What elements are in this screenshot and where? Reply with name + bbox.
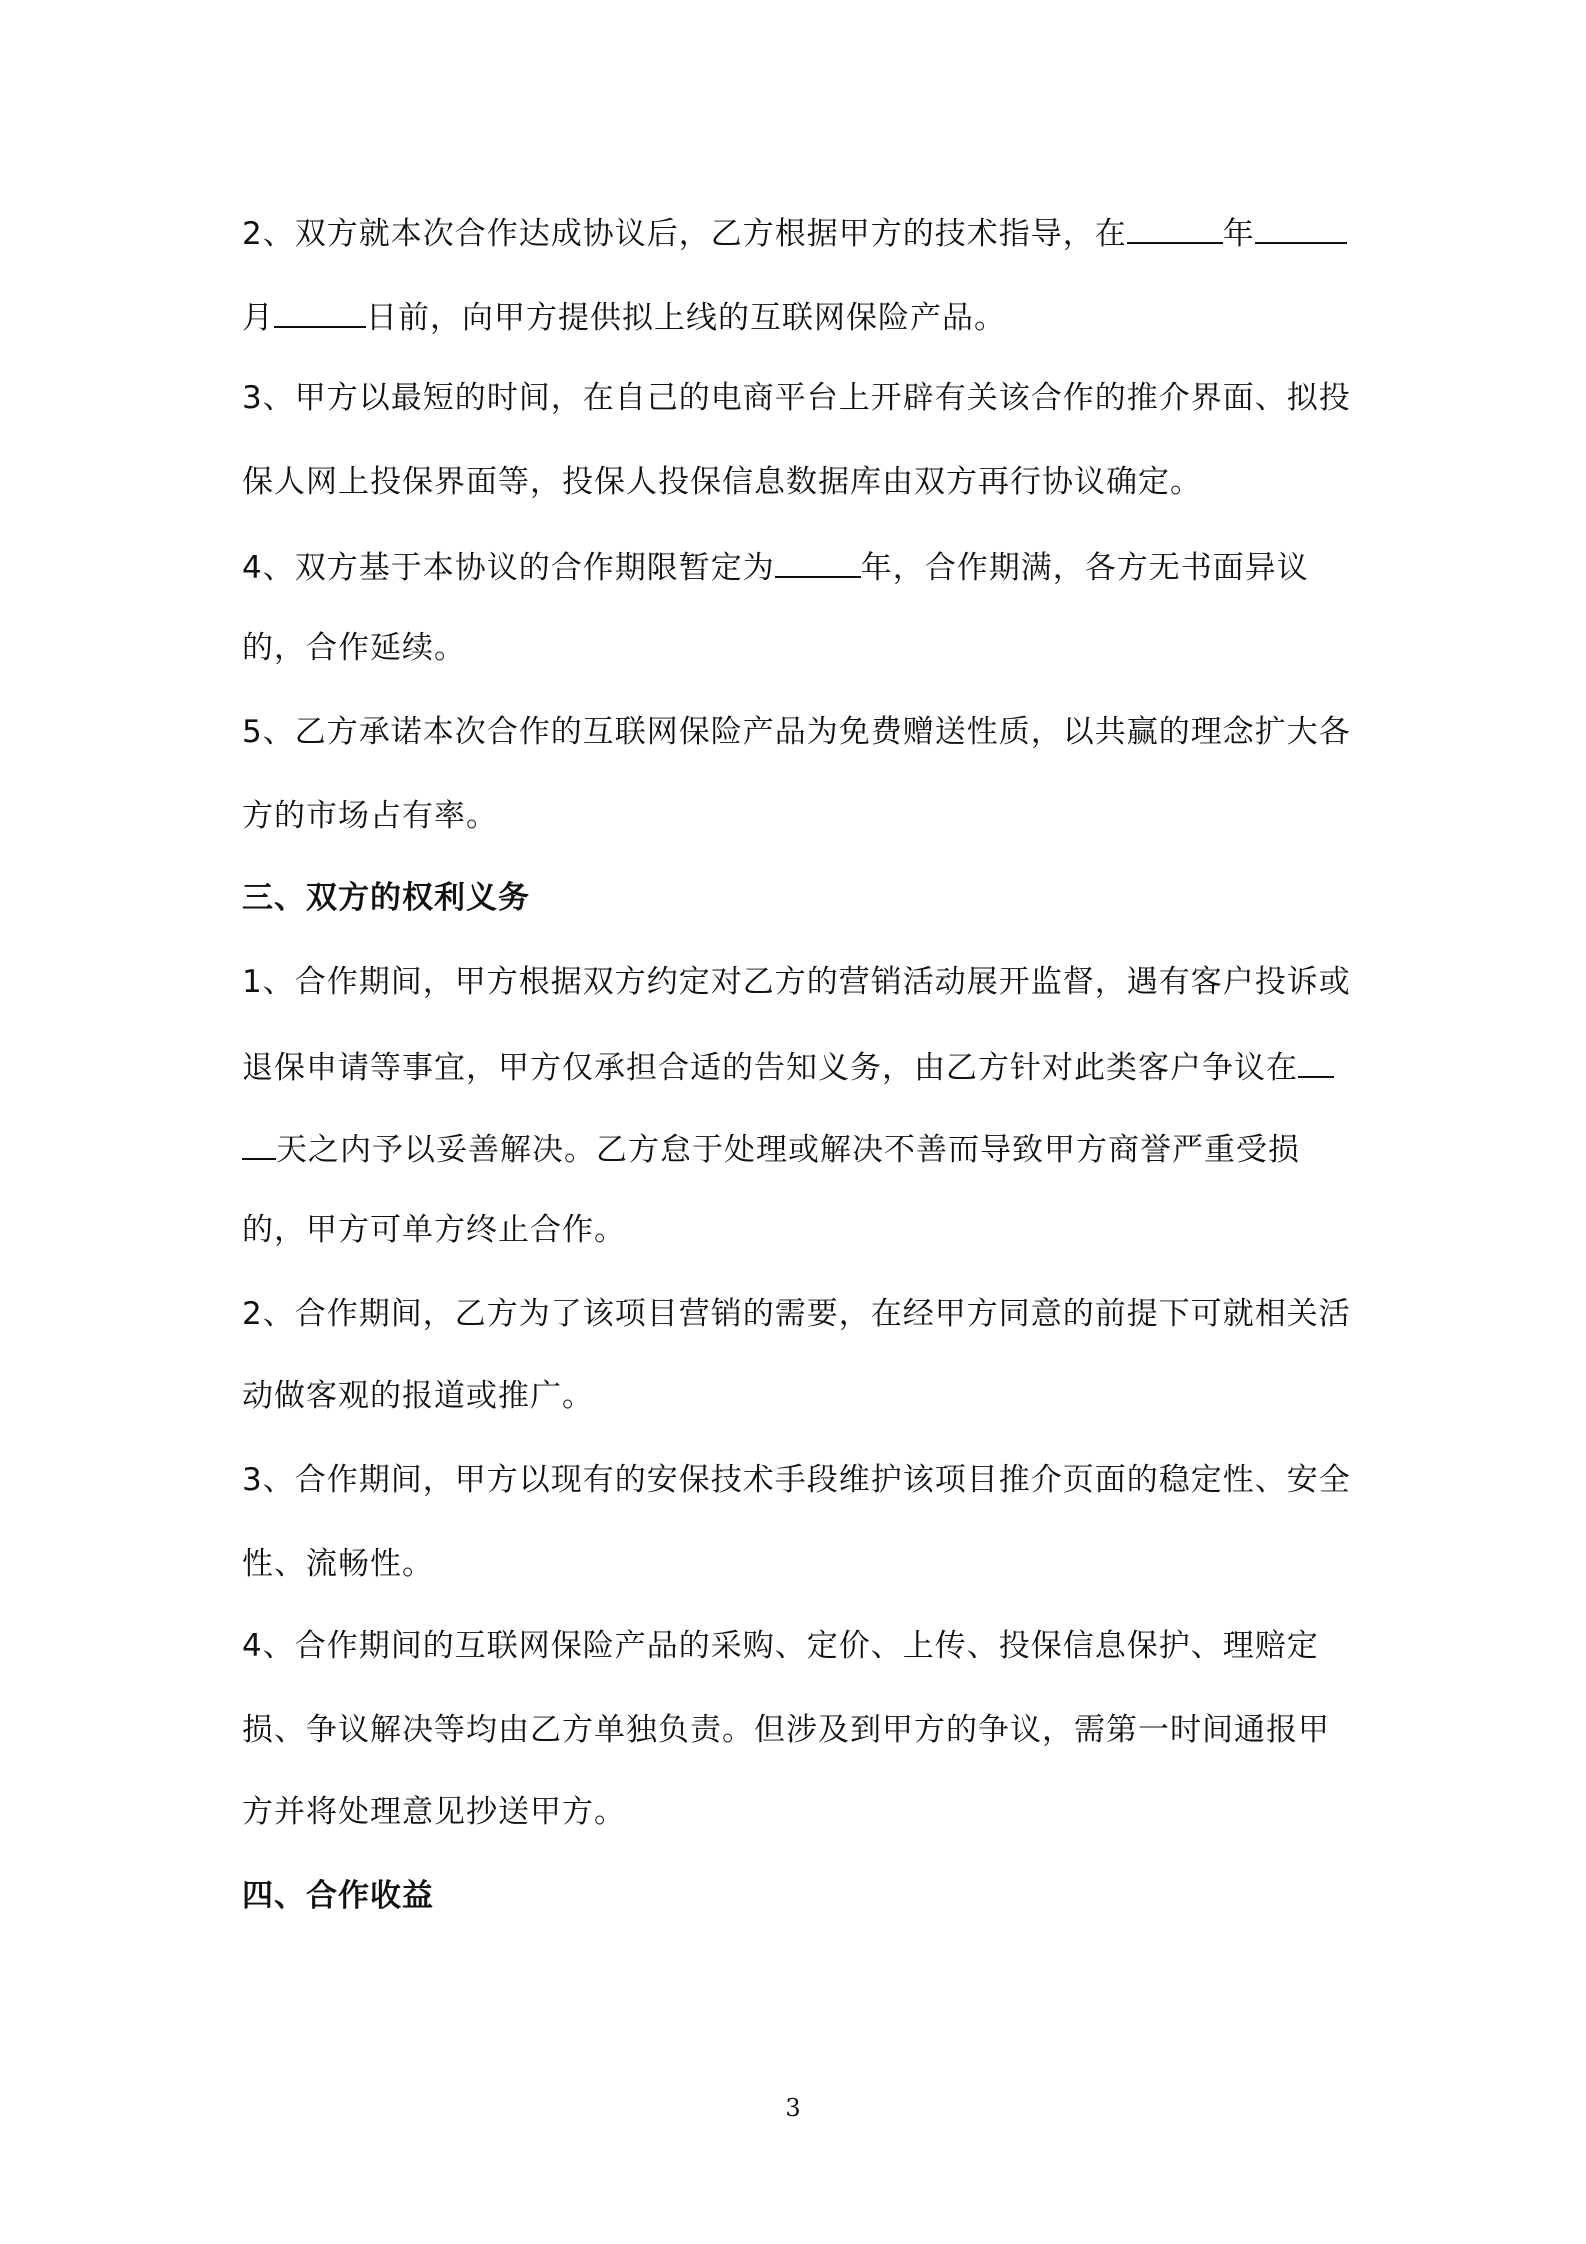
clause-2-4-line-1 bbox=[242, 546, 1309, 590]
text-segment: 天之内予以妥善解决。乙方怠于处理或解决不善而导致甲方商誉严重受损 bbox=[276, 1132, 1300, 1168]
clause-3-1-line-1: 1、合作期间，甲方根据双方约定对乙方的营销活动展开监督，遇有客户投诉或 bbox=[242, 964, 1351, 1000]
blank-field-day bbox=[274, 296, 366, 328]
page-number: 3 bbox=[785, 2094, 801, 2122]
clause-2-2-line-1 bbox=[242, 212, 1347, 256]
clause-3-2-line-1: 2、合作期间，乙方为了该项目营销的需要，在经甲方同意的前提下可就相关活 bbox=[242, 1296, 1351, 1332]
text-segment: 2、双方就本次合作达成协议后，乙方根据甲方的技术指导，在 bbox=[242, 216, 1127, 252]
clause-2-2-line-2 bbox=[242, 296, 1006, 340]
clause-2-4-line-2: 的，合作延续。 bbox=[242, 630, 466, 666]
clause-3-1-line-4: 的，甲方可单方终止合作。 bbox=[242, 1212, 626, 1248]
section-heading-3: 三、双方的权利义务 bbox=[242, 880, 530, 916]
text-segment: 日前，向甲方提供拟上线的互联网保险产品。 bbox=[366, 300, 1006, 336]
text-segment: 退保申请等事宜，甲方仅承担合适的告知义务，由乙方针对此类客户争议在 bbox=[242, 1050, 1298, 1086]
clause-3-4-line-2: 损、争议解决等均由乙方单独负责。但涉及到甲方的争议，需第一时间通报甲 bbox=[242, 1712, 1330, 1748]
blank-field-days bbox=[1298, 1046, 1334, 1078]
clause-3-1-line-3 bbox=[242, 1128, 1300, 1172]
clause-3-1-line-2 bbox=[242, 1046, 1334, 1090]
clause-2-3-line-2: 保人网上投保界面等，投保人投保信息数据库由双方再行协议确定。 bbox=[242, 464, 1202, 500]
clause-2-5-line-1: 5、乙方承诺本次合作的互联网保险产品为免费赠送性质，以共赢的理念扩大各 bbox=[242, 714, 1351, 750]
blank-field-days-cont bbox=[242, 1128, 276, 1160]
clause-3-3-line-1: 3、合作期间，甲方以现有的安保技术手段维护该项目推介页面的稳定性、安全 bbox=[242, 1462, 1351, 1498]
clause-2-5-line-2: 方的市场占有率。 bbox=[242, 798, 498, 834]
blank-field-term bbox=[775, 546, 861, 578]
blank-field-year bbox=[1127, 212, 1223, 244]
text-segment: 年，合作期满，各方无书面异议 bbox=[860, 550, 1309, 586]
clause-3-3-line-2: 性、流畅性。 bbox=[242, 1546, 434, 1582]
text-segment: 年 bbox=[1222, 216, 1255, 252]
clause-3-2-line-2: 动做客观的报道或推广。 bbox=[242, 1378, 594, 1414]
clause-3-4-line-1: 4、合作期间的互联网保险产品的采购、定价、上传、投保信息保护、理赔定 bbox=[242, 1628, 1319, 1664]
blank-field-month bbox=[1255, 212, 1347, 244]
section-heading-4: 四、合作收益 bbox=[242, 1878, 434, 1914]
text-segment: 月 bbox=[242, 300, 274, 336]
text-segment: 4、双方基于本协议的合作期限暂定为 bbox=[242, 550, 775, 586]
clause-2-3-line-1: 3、甲方以最短的时间，在自己的电商平台上开辟有关该合作的推介界面、拟投 bbox=[242, 380, 1351, 416]
clause-3-4-line-3: 方并将处理意见抄送甲方。 bbox=[242, 1794, 626, 1830]
